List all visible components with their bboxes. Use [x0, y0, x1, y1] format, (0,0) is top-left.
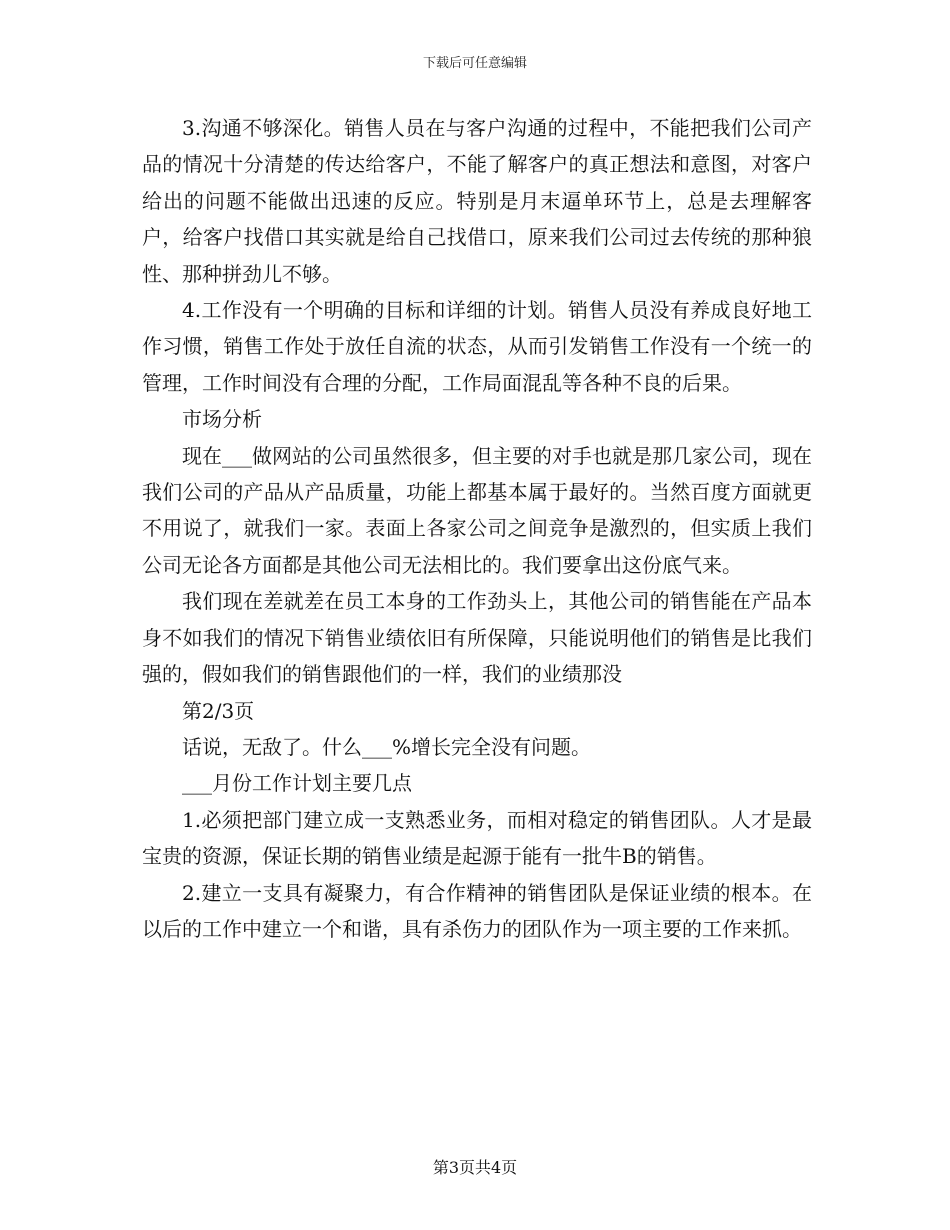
paragraph-plan-cohesion: 2.建立一支具有凝聚力，有合作精神的销售团队是保证业绩的根本。在以后的工作中建立一个和谐，具有杀伤力的团队作为一项主要的工作来抓。 — [142, 880, 812, 941]
page-footer: 第3页共4页 — [432, 1158, 518, 1177]
section-heading-market-analysis: 市场分析 — [182, 407, 262, 432]
paragraph-sales-effort: 我们现在差就差在员工本身的工作劲头上，其他公司的销售能在产品本身不如我们的情况下销售业绩依旧有所保障，只能说明他们的销售是比我们强的，假如我们的销售跟他们的一样，我们的业绩那没 — [142, 589, 812, 687]
paragraph-planning: 4.工作没有一个明确的目标和详细的计划。销售人员没有养成良好地工作习惯，销售工作处于放任自流的状态，从而引发销售工作没有一个统一的管理，工作时间没有合理的分配，工作局面混乱等各种不良的后果。 — [142, 298, 812, 395]
paragraph-plan-team: 1.必须把部门建立成一支熟悉业务，而相对稳定的销售团队。人才是最宝贵的资源，保证长期的销售业绩是起源于能有一批牛B的销售。 — [142, 807, 812, 869]
section-heading-monthly-plan: ___月份工作计划主要几点 — [182, 771, 412, 796]
inline-page-marker: 第2/3页 — [182, 698, 255, 723]
paragraph-growth: 话说，无敌了。什么___%增长完全没有问题。 — [182, 734, 592, 759]
page-header: 下载后可任意编辑 — [422, 56, 527, 71]
paragraph-competitors: 现在___做网站的公司虽然很多，但主要的对手也就是那几家公司，现在我们公司的产品从产品质量，功能上都基本属于最好的。当然百度方面就更不用说了，就我们一家。表面上各家公司之间竞争是激烈的，但实质上我们公司无论各方面都是其他公司无法相比的。我们要拿出这份底气来。 — [142, 443, 812, 577]
paragraph-communication: 3.沟通不够深化。销售人员在与客户沟通的过程中，不能把我们公司产品的情况十分清楚的传达给客户，不能了解客户的真正想法和意图，对客户给出的问题不能做出迅速的反应。特别是月末逼单环节上，总是去理解客户，给客户找借口其实就是给自己找借口，原来我们公司过去传统的那种狼性、那种拼劲儿不够。 — [142, 116, 812, 286]
document-body — [142, 110, 812, 947]
